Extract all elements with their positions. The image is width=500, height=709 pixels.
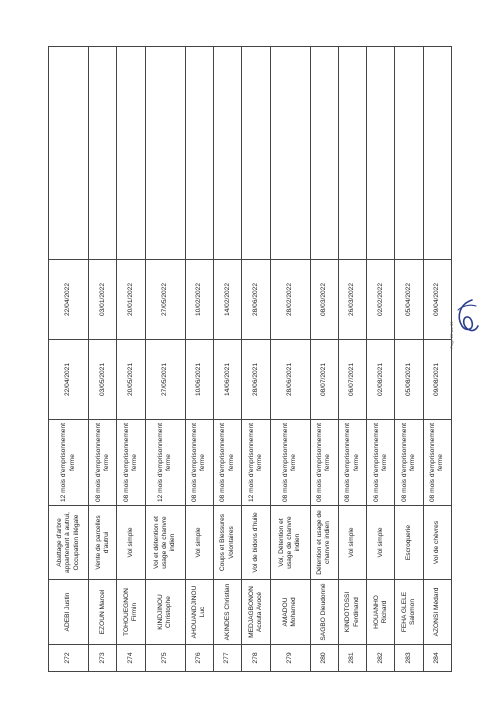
sentence: 12 mois d'emprisonnement ferme (49, 420, 89, 506)
end-date: 28/02/2022 (270, 260, 310, 340)
end-date: 08/03/2022 (310, 260, 338, 340)
blank-cell (338, 47, 366, 260)
offense: Vol de chèvres (423, 506, 451, 580)
end-date: 28/06/2022 (242, 260, 270, 340)
offense: Vol et détention et usage de chanvre indien (145, 506, 185, 580)
detainee-name: AHOUANDJINOU Luc (185, 580, 213, 645)
start-date: 03/05/2021 (89, 340, 117, 420)
sentence: 06 mois d'emprisonnement ferme (367, 420, 395, 506)
row-number: 275 (145, 645, 185, 672)
detainee-name: TOHOUEGNON Firmin (117, 580, 145, 645)
detainee-name: SAGBO Dieudonné (310, 580, 338, 645)
sentence: 08 mois d'emprisonnement ferme (338, 420, 366, 506)
table-row (423, 47, 451, 672)
row-number: 282 (367, 645, 395, 672)
page-number: Page 22 sur 39 (449, 321, 454, 349)
start-date: 28/06/2021 (270, 340, 310, 420)
blank-cell (117, 47, 145, 260)
offense: Vol de bidons d'huile (242, 506, 270, 580)
detainee-name: AMADOU Mohamed (270, 580, 310, 645)
table-row (49, 47, 89, 672)
end-date: 09/04/2022 (423, 260, 451, 340)
table-row (367, 47, 395, 672)
row-number: 283 (395, 645, 423, 672)
start-date: 05/08/2021 (395, 340, 423, 420)
table-row (145, 47, 185, 672)
sentence: 08 mois d'emprisonnement ferme (270, 420, 310, 506)
table-row (117, 47, 145, 672)
table-row (310, 47, 338, 672)
table-row (214, 47, 242, 672)
offense: Vol simple (117, 506, 145, 580)
blank-cell (242, 47, 270, 260)
offense: Détention et usage de chanvre indien (310, 506, 338, 580)
table-row (338, 47, 366, 672)
sentence: 08 mois d'emprisonnement ferme (395, 420, 423, 506)
detainee-name: FEHA GLELE Salomon (395, 580, 423, 645)
end-date: 20/01/2022 (117, 260, 145, 340)
sentence: 08 mois d'emprisonnement ferme (310, 420, 338, 506)
blank-cell (395, 47, 423, 260)
end-date: 22/04/2022 (49, 260, 89, 340)
detainee-name: AZONSI Médard (423, 580, 451, 645)
offense: Vol, Détention et usage de chanvre indien (270, 506, 310, 580)
start-date: 02/08/2021 (367, 340, 395, 420)
table-body (49, 47, 452, 672)
detainee-name: MEDJAGBONON Acouta Avocé (242, 580, 270, 645)
offense: Escroquerie (395, 506, 423, 580)
row-number: 273 (89, 645, 117, 672)
table-row (185, 47, 213, 672)
start-date: 20/05/2021 (117, 340, 145, 420)
end-date: 10/02/2022 (185, 260, 213, 340)
blank-cell (214, 47, 242, 260)
sentence: 08 mois d'emprisonnement ferme (214, 420, 242, 506)
detainee-table (48, 46, 452, 672)
table-row (242, 47, 270, 672)
end-date: 26/03/2022 (338, 260, 366, 340)
offense: Vol simple (338, 506, 366, 580)
sentence: 12 mois d'emprisonnement ferme (145, 420, 185, 506)
start-date: 09/08/2021 (423, 340, 451, 420)
start-date: 14/06/2021 (214, 340, 242, 420)
rotated-page (48, 47, 452, 672)
detainee-name: KINDOTOSSI Ferdinand (338, 580, 366, 645)
blank-cell (185, 47, 213, 260)
row-number: 276 (185, 645, 213, 672)
sentence: 08 mois d'emprisonnement ferme (117, 420, 145, 506)
detainee-name: HOUANHO Richard (367, 580, 395, 645)
detainee-name: AKINDES Christian (214, 580, 242, 645)
blank-cell (367, 47, 395, 260)
table-row (395, 47, 423, 672)
start-date: 10/06/2021 (185, 340, 213, 420)
start-date: 22/04/2021 (49, 340, 89, 420)
row-number: 274 (117, 645, 145, 672)
blank-cell (49, 47, 89, 260)
end-date: 02/02/2022 (367, 260, 395, 340)
offense: Abattage d'arbre appartenant à autrui, Occupation illégale (49, 506, 89, 580)
blank-cell (145, 47, 185, 260)
row-number: 277 (214, 645, 242, 672)
offense: Coups et Blessures Volontaires (214, 506, 242, 580)
blank-cell (270, 47, 310, 260)
row-number: 272 (49, 645, 89, 672)
start-date: 08/07/2021 (310, 340, 338, 420)
end-date: 27/05/2022 (145, 260, 185, 340)
blank-cell (423, 47, 451, 260)
table-row (89, 47, 117, 672)
end-date: 14/02/2022 (214, 260, 242, 340)
sentence: 08 mois d'emprisonnement ferme (185, 420, 213, 506)
row-number: 280 (310, 645, 338, 672)
detainee-name: ADEBI Justin (49, 580, 89, 645)
row-number: 279 (270, 645, 310, 672)
start-date: 27/05/2021 (145, 340, 185, 420)
offense: Vente de parcelles d'autrui (89, 506, 117, 580)
detainee-name: KINDJINOU Christophe (145, 580, 185, 645)
blank-cell (310, 47, 338, 260)
offense: Vol simple (185, 506, 213, 580)
row-number: 284 (423, 645, 451, 672)
end-date: 03/01/2022 (89, 260, 117, 340)
detainee-name: EZOUN Marcel (89, 580, 117, 645)
row-number: 278 (242, 645, 270, 672)
offense: Vol simple (367, 506, 395, 580)
start-date: 28/06/2021 (242, 340, 270, 420)
sentence: 08 mois d'emprisonnement ferme (423, 420, 451, 506)
start-date: 06/07/2021 (338, 340, 366, 420)
table-row (270, 47, 310, 672)
row-number: 281 (338, 645, 366, 672)
sentence: 08 mois d'emprisonnement ferme (89, 420, 117, 506)
blank-cell (89, 47, 117, 260)
end-date: 05/04/2022 (395, 260, 423, 340)
sentence: 12 mois d'emprisonnement ferme (242, 420, 270, 506)
